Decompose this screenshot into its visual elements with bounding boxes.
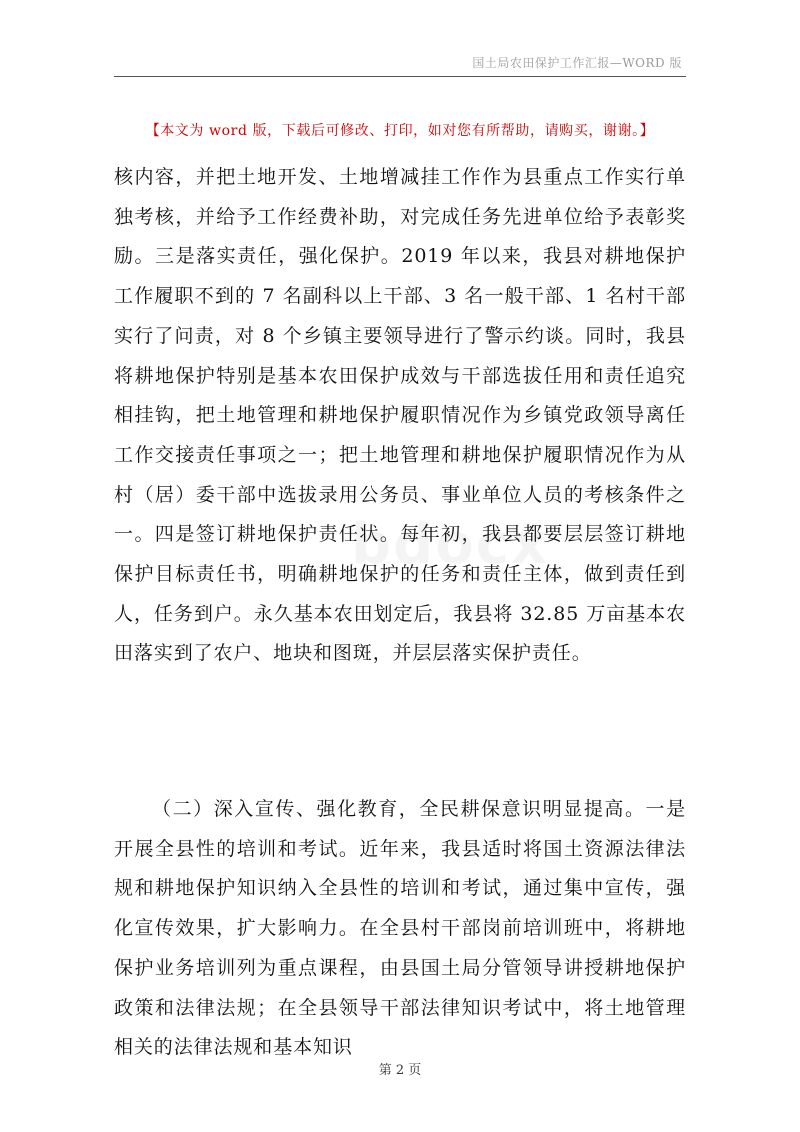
watermark-logo <box>300 512 600 577</box>
header-title: 国土局农田保护工作汇报—WORD 版 <box>472 56 682 70</box>
header-divider <box>114 76 686 77</box>
body-paragraph-1: 核内容，并把土地开发、土地增减挂工作作为县重点工作实行单独考核，并给予工作经费补助，对完成任务先进单位给予表彰奖励。三是落实责任，强化保护。2019 年以来，我县对耕地保护工作履职不到的 7 名副科以上干部、3 名一般干部、1 名村干部实行了问责，对 8 个乡镇主要领导进行了警示约谈。同时，我县将耕地保护特别是基本农田保护成效与干部选拔任用和责任追究相挂钩，把土地管理和耕地保护履职情况作为乡镇党政领导离任工作交接责任事项之一；把土地管理和耕地保护履职情况作为从村（居）委干部中选拔录用公务员、事业单位人员的考核条件之一。四是签订耕地保护责任状。每年初，我县都要层层签订耕地保护目标责任书，明确耕地保护的任务和责任主体，做到责任到人，任务到户。永久基本农田划定后，我县将 32.85 万亩基本农田落实到了农户、地块和图斑，并层层落实保护责任。 <box>114 166 686 665</box>
download-notice: 【本文为 word 版，下载后可修改、打印，如对您有所帮助，请购买，谢谢。】 <box>145 123 655 139</box>
page-number: 第 2 页 <box>378 1063 422 1078</box>
body-paragraph-2: （二）深入宣传、强化教育，全民耕保意识明显提高。一是开展全县性的培训和考试。近年来，我县适时将国土资源法律法规和耕地保护知识纳入全县性的培训和考试，通过集中宣传，强化宣传效果，扩大影响力。在全县村干部岗前培训班中，将耕地保护业务培训列为重点课程，由县国土局分管领导讲授耕地保护政策和法律法规；在全县领导干部法律知识考试中，将土地管理相关的法律法规和基本知识 <box>114 798 686 1059</box>
